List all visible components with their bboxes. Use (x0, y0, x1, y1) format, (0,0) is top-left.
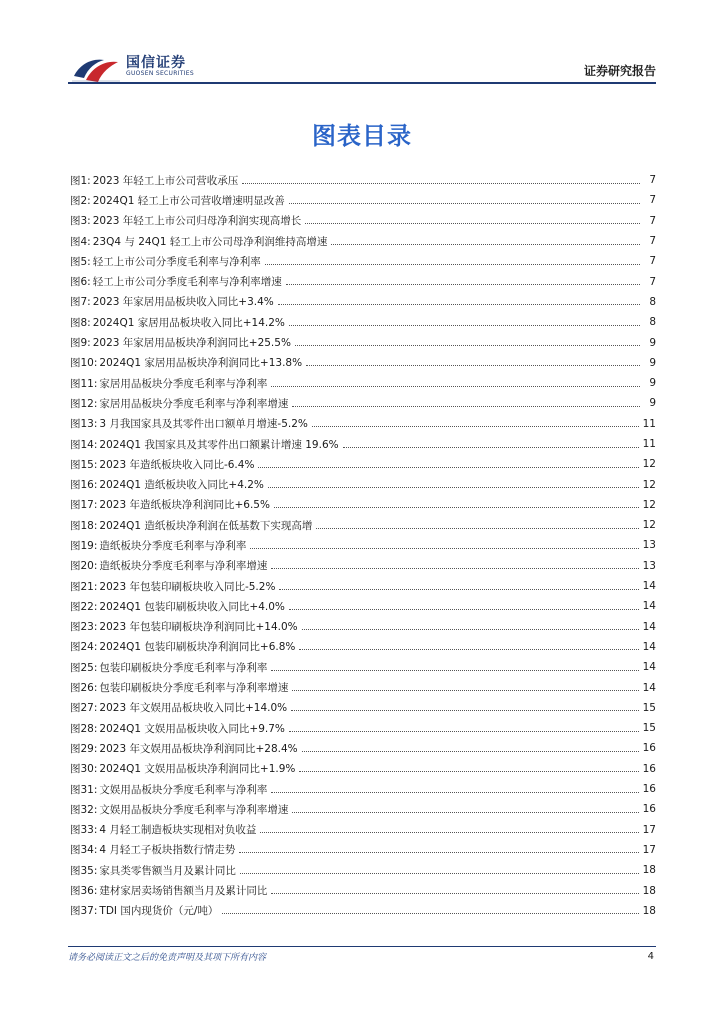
toc-entry-page: 18 (642, 864, 656, 877)
toc-entry-page: 14 (642, 580, 656, 593)
toc-entry[interactable] (70, 556, 656, 576)
toc-entry-title: 轻工上市公司分季度毛利率与净利率增速 (92, 276, 282, 289)
toc-entry-page: 14 (642, 620, 656, 633)
toc-entry-title: 造纸板块分季度毛利率与净利率 (99, 539, 247, 552)
toc-entry[interactable] (70, 576, 656, 596)
toc-entry[interactable] (70, 353, 656, 373)
toc-entry-label: 图27: (70, 702, 98, 715)
toc-entry[interactable] (70, 170, 656, 190)
toc-entry-label: 图1: (70, 174, 91, 187)
toc-entry-page: 7 (649, 194, 656, 207)
toc-entry-page: 9 (649, 336, 656, 349)
disclaimer-text: 请务必阅读正文之后的免责声明及其项下所有内容 (68, 953, 267, 963)
report-type: 证券研究报告 (583, 64, 656, 78)
toc-entry[interactable] (70, 393, 656, 413)
toc-entry-title: 2023 年轻工上市公司营收承压 (92, 174, 239, 187)
toc-entry-page: 17 (642, 823, 656, 836)
toc-entry-title: 包装印刷板块分季度毛利率与净利率 (99, 661, 268, 674)
toc-entry[interactable] (70, 860, 656, 880)
toc-leader-dots (265, 264, 640, 265)
toc-entry[interactable] (70, 211, 656, 231)
toc-entry-title: 2023 年文娱用品板块收入同比+14.0% (99, 702, 288, 715)
toc-entry-page: 7 (649, 255, 656, 268)
toc-entry-title: 2024Q1 文娱用品板块净利润同比+1.9% (99, 763, 296, 776)
toc-entry-title: 2023 年造纸板块收入同比-6.4% (99, 458, 255, 471)
toc-leader-dots (271, 386, 640, 387)
toc-entry-label: 图26: (70, 682, 98, 695)
toc-entry-label: 图5: (70, 255, 91, 268)
toc-entry[interactable] (70, 718, 656, 738)
toc-entry-label: 图31: (70, 783, 98, 796)
toc-entry[interactable] (70, 190, 656, 210)
toc-entry-page: 7 (649, 235, 656, 248)
toc-entry[interactable] (70, 657, 656, 677)
toc-entry[interactable] (70, 292, 656, 312)
toc-entry-label: 图19: (70, 539, 98, 552)
toc-entry-title: TDI 国内现货价（元/吨） (99, 905, 219, 918)
toc-entry-label: 图36: (70, 885, 98, 898)
toc-entry[interactable] (70, 434, 656, 454)
toc-entry[interactable] (70, 840, 656, 860)
toc-entry-label: 图4: (70, 235, 91, 248)
toc-entry-title: 建材家居卖场销售额当月及累计同比 (99, 885, 268, 898)
toc-entry-title: 2024Q1 造纸板块收入同比+4.2% (99, 479, 264, 492)
toc-entry[interactable] (70, 617, 656, 637)
toc-leader-dots (289, 731, 639, 732)
toc-entry-label: 图18: (70, 519, 98, 532)
toc-leader-dots (302, 751, 639, 752)
toc-leader-dots (291, 710, 639, 711)
toc-entry-title: 2024Q1 轻工上市公司营收增速明显改善 (92, 194, 285, 207)
table-of-figures (70, 170, 656, 921)
toc-entry-title: 2023 年家居用品板块收入同比+3.4% (92, 296, 274, 309)
toc-entry-title: 2024Q1 造纸板块净利润在低基数下实现高增 (99, 519, 313, 532)
page-number: 4 (647, 951, 654, 962)
toc-entry-title: 家居用品板块分季度毛利率与净利率 (99, 377, 268, 390)
toc-entry-title: 2023 年造纸板块净利润同比+6.5% (99, 499, 270, 512)
toc-entry-page: 9 (649, 356, 656, 369)
toc-entry-label: 图33: (70, 824, 98, 837)
toc-leader-dots (289, 609, 639, 610)
toc-entry-label: 图35: (70, 864, 98, 877)
toc-leader-dots (312, 426, 639, 427)
toc-entry-label: 图22: (70, 600, 98, 613)
toc-entry-label: 图8: (70, 316, 91, 329)
toc-leader-dots (292, 812, 638, 813)
toc-entry-label: 图15: (70, 458, 98, 471)
toc-entry-label: 图34: (70, 844, 98, 857)
toc-entry-label: 图2: (70, 194, 91, 207)
page-header (0, 0, 724, 90)
toc-entry[interactable] (70, 414, 656, 434)
page-title: 图表目录 (312, 122, 412, 150)
toc-leader-dots (274, 507, 639, 508)
toc-leader-dots (299, 771, 638, 772)
toc-entry-page: 16 (642, 742, 656, 755)
toc-leader-dots (292, 406, 640, 407)
toc-entry-title: 2024Q1 包装印刷板块收入同比+4.0% (99, 600, 285, 613)
toc-entry-label: 图7: (70, 296, 91, 309)
toc-entry-title: 家居用品板块分季度毛利率与净利率增速 (99, 397, 289, 410)
toc-entry-page: 14 (642, 640, 656, 653)
toc-entry-title: 4 月轻工子板块指数行情走势 (99, 844, 236, 857)
toc-entry-label: 图11: (70, 377, 98, 390)
toc-entry[interactable] (70, 759, 656, 779)
toc-leader-dots (286, 284, 640, 285)
toc-entry[interactable] (70, 779, 656, 799)
toc-entry-label: 图16: (70, 479, 98, 492)
toc-entry-page: 18 (642, 904, 656, 917)
toc-entry[interactable] (70, 515, 656, 535)
toc-entry-page: 12 (642, 478, 656, 491)
toc-entry[interactable] (70, 474, 656, 494)
toc-leader-dots (292, 690, 638, 691)
toc-entry-label: 图20: (70, 560, 98, 573)
toc-entry[interactable] (70, 820, 656, 840)
toc-entry-page: 14 (642, 681, 656, 694)
toc-entry[interactable] (70, 231, 656, 251)
toc-leader-dots (271, 792, 638, 793)
toc-entry-page: 12 (642, 498, 656, 511)
toc-entry-page: 14 (642, 661, 656, 674)
toc-entry-page: 8 (649, 316, 656, 329)
toc-entry-label: 图24: (70, 641, 98, 654)
toc-leader-dots (242, 183, 640, 184)
toc-entry[interactable] (70, 332, 656, 352)
toc-entry[interactable] (70, 251, 656, 271)
toc-entry-page: 11 (642, 417, 656, 430)
guosen-logo (70, 50, 200, 86)
toc-entry[interactable] (70, 495, 656, 515)
toc-entry-page: 16 (642, 762, 656, 775)
toc-leader-dots (289, 325, 640, 326)
toc-leader-dots (331, 244, 640, 245)
toc-entry-title: 轻工上市公司分季度毛利率与净利率 (92, 255, 261, 268)
toc-leader-dots (260, 832, 638, 833)
header-divider (68, 82, 656, 84)
toc-leader-dots (271, 893, 638, 894)
toc-entry-label: 图6: (70, 276, 91, 289)
toc-leader-dots (343, 447, 639, 448)
guosen-logo-icon (70, 50, 122, 84)
toc-entry-page: 11 (642, 438, 656, 450)
toc-leader-dots (271, 670, 638, 671)
toc-entry-label: 图3: (70, 215, 91, 228)
toc-entry-title: 2023 年家居用品板块净利润同比+25.5% (92, 337, 291, 350)
toc-entry-page: 7 (649, 174, 656, 187)
toc-entry-title: 文娱用品板块分季度毛利率与净利率 (99, 783, 268, 796)
toc-entry-title: 2024Q1 包装印刷板块净利润同比+6.8% (99, 641, 296, 654)
toc-entry-page: 8 (649, 295, 656, 308)
toc-entry[interactable] (70, 799, 656, 819)
brand-name-cn: 国信证券 (126, 55, 186, 71)
footer-divider (68, 946, 656, 947)
toc-entry[interactable] (70, 312, 656, 332)
toc-entry-page: 14 (642, 600, 656, 613)
toc-leader-dots (271, 568, 638, 569)
toc-entry-title: 23Q4 与 24Q1 轻工上市公司母净利润维持高增速 (92, 235, 328, 248)
toc-entry-page: 16 (642, 803, 656, 816)
toc-entry-title: 包装印刷板块分季度毛利率与净利率增速 (99, 682, 289, 695)
toc-entry-title: 2024Q1 文娱用品板块收入同比+9.7% (99, 722, 285, 735)
toc-entry-label: 图14: (70, 438, 98, 451)
toc-entry-label: 图9: (70, 337, 91, 350)
toc-entry[interactable] (70, 677, 656, 697)
toc-leader-dots (258, 467, 638, 468)
toc-entry-title: 3 月我国家具及其零件出口额单月增速-5.2% (99, 418, 308, 431)
toc-entry-page: 12 (642, 458, 656, 471)
toc-entry-label: 图10: (70, 357, 98, 370)
toc-entry-label: 图29: (70, 742, 98, 755)
toc-leader-dots (239, 852, 638, 853)
toc-entry-label: 图37: (70, 905, 98, 918)
toc-entry-page: 13 (642, 539, 656, 552)
toc-entry-label: 图23: (70, 621, 98, 634)
toc-leader-dots (306, 365, 640, 366)
toc-leader-dots (268, 487, 639, 488)
toc-entry-title: 4 月轻工制造板块实现相对负收益 (99, 824, 257, 837)
toc-entry-label: 图12: (70, 397, 98, 410)
toc-entry-label: 图25: (70, 661, 98, 674)
toc-entry-title: 文娱用品板块分季度毛利率与净利率增速 (99, 803, 289, 816)
toc-entry[interactable] (70, 637, 656, 657)
toc-leader-dots (299, 649, 638, 650)
toc-leader-dots (250, 548, 638, 549)
toc-entry-label: 图28: (70, 722, 98, 735)
toc-entry-page: 13 (642, 559, 656, 572)
toc-entry-label: 图30: (70, 763, 98, 776)
toc-entry-page: 9 (649, 377, 656, 390)
toc-entry[interactable] (70, 738, 656, 758)
toc-entry-label: 图21: (70, 580, 98, 593)
toc-entry-title: 2023 年包装印刷板块收入同比-5.2% (99, 580, 276, 593)
toc-entry[interactable] (70, 698, 656, 718)
toc-entry-title: 2024Q1 家居用品板块净利润同比+13.8% (99, 357, 303, 370)
toc-leader-dots (222, 913, 638, 914)
toc-entry[interactable] (70, 596, 656, 616)
toc-entry-title: 2024Q1 我国家具及其零件出口额累计增速 19.6% (99, 438, 339, 451)
toc-entry-title: 造纸板块分季度毛利率与净利率增速 (99, 560, 268, 573)
toc-leader-dots (316, 528, 638, 529)
toc-leader-dots (295, 345, 640, 346)
toc-entry-label: 图17: (70, 499, 98, 512)
toc-entry-title: 2024Q1 家居用品板块收入同比+14.2% (92, 316, 285, 329)
toc-entry-page: 16 (642, 783, 656, 796)
toc-entry-page: 18 (642, 884, 656, 897)
toc-entry[interactable] (70, 454, 656, 474)
toc-entry-page: 12 (642, 519, 656, 532)
toc-leader-dots (289, 203, 640, 204)
toc-entry-label: 图32: (70, 803, 98, 816)
toc-entry[interactable] (70, 901, 656, 921)
toc-entry-page: 15 (642, 722, 656, 735)
toc-entry[interactable] (70, 880, 656, 900)
toc-entry[interactable] (70, 535, 656, 555)
toc-entry-title: 2023 年文娱用品板块净利润同比+28.4% (99, 742, 298, 755)
toc-entry-page: 7 (649, 214, 656, 227)
brand-name-en: GUOSEN SECURITIES (126, 70, 195, 77)
toc-entry-page: 9 (649, 397, 656, 410)
toc-entry-title: 2023 年包装印刷板块净利润同比+14.0% (99, 621, 298, 634)
toc-leader-dots (302, 629, 639, 630)
toc-entry-page: 7 (649, 275, 656, 288)
toc-leader-dots (279, 589, 638, 590)
toc-entry[interactable] (70, 271, 656, 291)
toc-leader-dots (305, 223, 640, 224)
toc-leader-dots (240, 873, 639, 874)
toc-entry-title: 2023 年轻工上市公司归母净利润实现高增长 (92, 215, 302, 228)
toc-entry-page: 15 (642, 701, 656, 714)
toc-entry-title: 家具类零售额当月及累计同比 (99, 864, 236, 877)
toc-entry-label: 图13: (70, 418, 98, 431)
toc-leader-dots (278, 304, 640, 305)
toc-entry[interactable] (70, 373, 656, 393)
toc-entry-page: 17 (642, 843, 656, 856)
